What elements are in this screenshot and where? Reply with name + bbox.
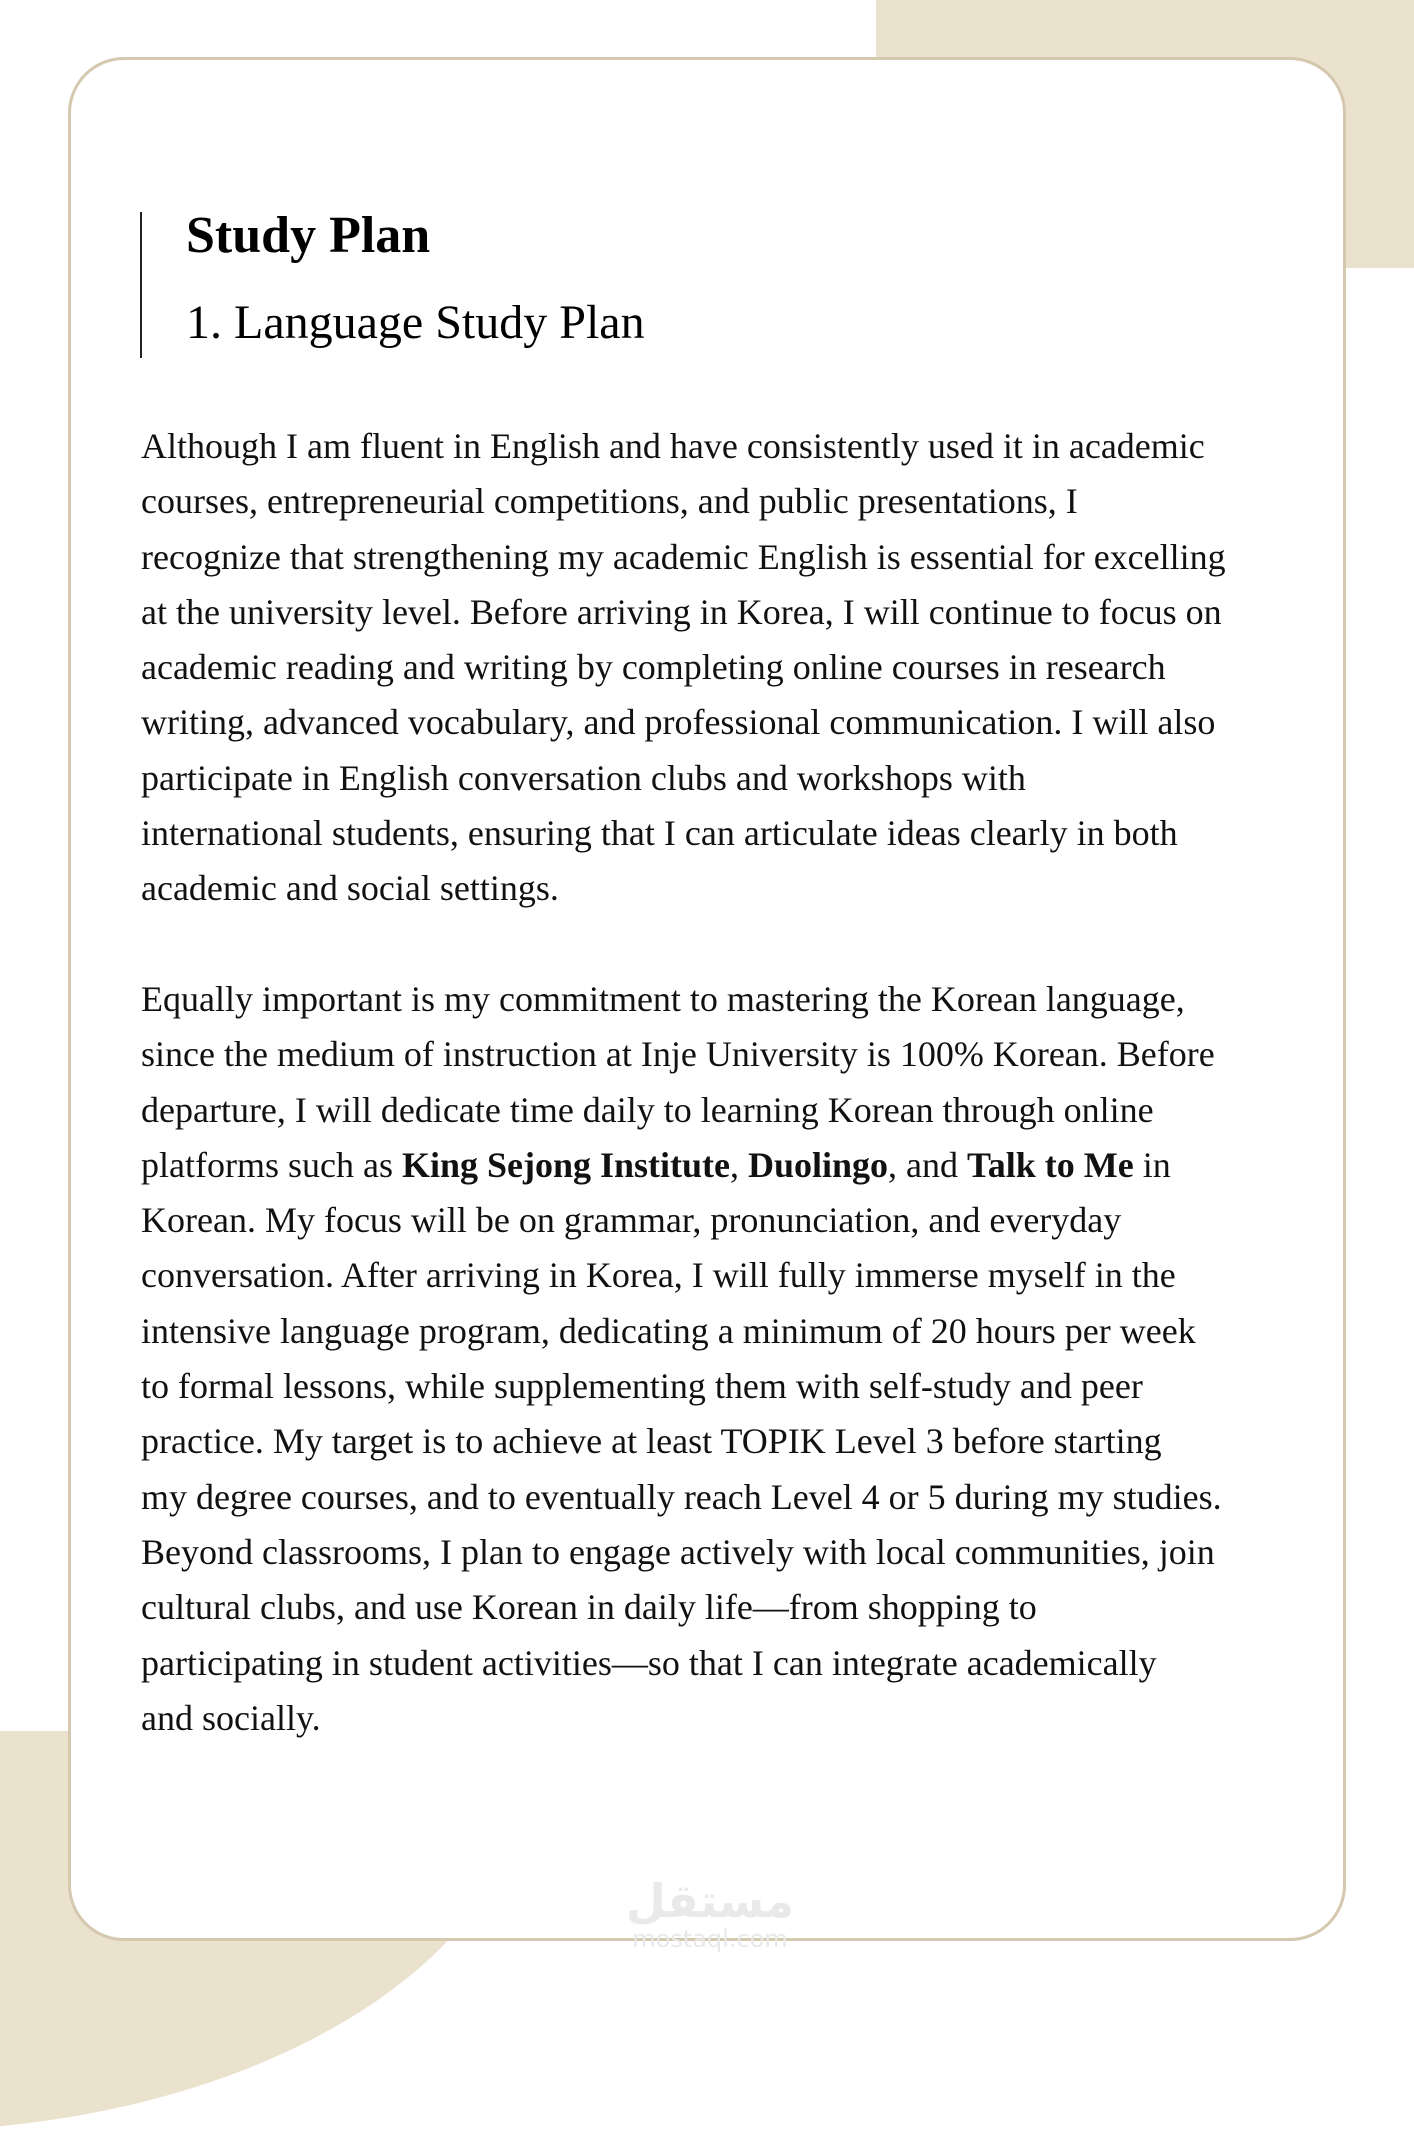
text-run: cultural clubs, and use Korean in daily life—from shopping to xyxy=(141,1587,1037,1628)
paragraph xyxy=(141,419,1281,917)
text-line xyxy=(141,1359,1281,1414)
text-line xyxy=(141,640,1281,695)
text-line xyxy=(141,1470,1281,1525)
mostaql-watermark xyxy=(620,1876,800,1952)
page-title: Study Plan xyxy=(186,207,431,264)
text-run: my degree courses, and to eventually reach Level 4 or 5 during my studies. xyxy=(141,1476,1222,1517)
text-line xyxy=(141,419,1281,474)
text-run: intensive language program, dedicating a minimum of 20 hours per week xyxy=(141,1310,1196,1351)
text-run: recognize that strengthening my academic English is essential for excelling xyxy=(141,536,1226,577)
text-run: Korean. My focus will be on grammar, pronunciation, and everyday xyxy=(141,1200,1122,1241)
text-run: conversation. After arriving in Korea, I will fully immerse myself in the xyxy=(141,1255,1176,1296)
text-run: participate in English conversation clubs and workshops with xyxy=(141,757,1026,798)
text-line xyxy=(141,1525,1281,1580)
watermark-url: mostaql.com xyxy=(632,1925,788,1953)
document-body xyxy=(141,419,1281,1746)
text-run: writing, advanced vocabulary, and professional communication. I will also xyxy=(141,702,1216,743)
paragraph xyxy=(141,972,1281,1746)
text-run: at the university level. Before arriving in Korea, I will continue to focus on xyxy=(141,591,1222,632)
text-line xyxy=(141,1138,1281,1193)
text-line xyxy=(141,1027,1281,1082)
text-line xyxy=(141,530,1281,585)
text-line xyxy=(141,1304,1281,1359)
text-line xyxy=(141,1248,1281,1303)
text-run: Equally important is my commitment to mastering the Korean language, xyxy=(141,978,1185,1019)
text-run: international students, ensuring that I can articulate ideas clearly in both xyxy=(141,813,1178,854)
bold-term: King Sejong Institute xyxy=(401,1144,730,1185)
text-line xyxy=(141,806,1281,861)
text-run: practice. My target is to achieve at least TOPIK Level 3 before starting xyxy=(141,1421,1162,1462)
paragraph-gap xyxy=(141,917,1281,972)
text-line xyxy=(141,1083,1281,1138)
text-run: academic and social settings. xyxy=(141,868,559,909)
text-run: , and xyxy=(888,1144,968,1185)
bold-term: Duolingo xyxy=(748,1144,889,1185)
text-line xyxy=(141,1580,1281,1635)
text-run: participating in student activities—so that I can integrate academically xyxy=(141,1642,1157,1683)
text-line xyxy=(141,861,1281,916)
text-run: Beyond classrooms, I plan to engage actively with local communities, join xyxy=(141,1531,1215,1572)
text-run: since the medium of instruction at Inje University is 100% Korean. Before xyxy=(141,1034,1215,1075)
text-run: , xyxy=(730,1144,748,1185)
text-line xyxy=(141,474,1281,529)
watermark-arabic-logo: مستقل xyxy=(625,1874,795,1928)
heading-block xyxy=(140,207,645,358)
text-line xyxy=(141,1193,1281,1248)
text-line xyxy=(141,972,1281,1027)
text-run: courses, entrepreneurial competitions, and public presentations, I xyxy=(141,481,1078,522)
text-line xyxy=(141,695,1281,750)
text-run: academic reading and writing by completing online courses in research xyxy=(141,647,1166,688)
text-run: platforms such as xyxy=(141,1144,402,1185)
text-line xyxy=(141,1691,1281,1746)
text-line xyxy=(141,751,1281,806)
text-run: departure, I will dedicate time daily to learning Korean through online xyxy=(141,1089,1154,1130)
bold-term: Talk to Me xyxy=(967,1144,1134,1185)
text-run: Although I am fluent in English and have consistently used it in academic xyxy=(141,426,1205,466)
text-line xyxy=(141,1636,1281,1691)
text-run: and socially. xyxy=(141,1697,321,1738)
text-line xyxy=(141,585,1281,640)
text-run: to formal lessons, while supplementing them with self-study and peer xyxy=(141,1366,1143,1407)
section-subtitle: 1. Language Study Plan xyxy=(186,296,645,349)
text-run: in xyxy=(1133,1144,1171,1185)
text-line xyxy=(141,1414,1281,1469)
